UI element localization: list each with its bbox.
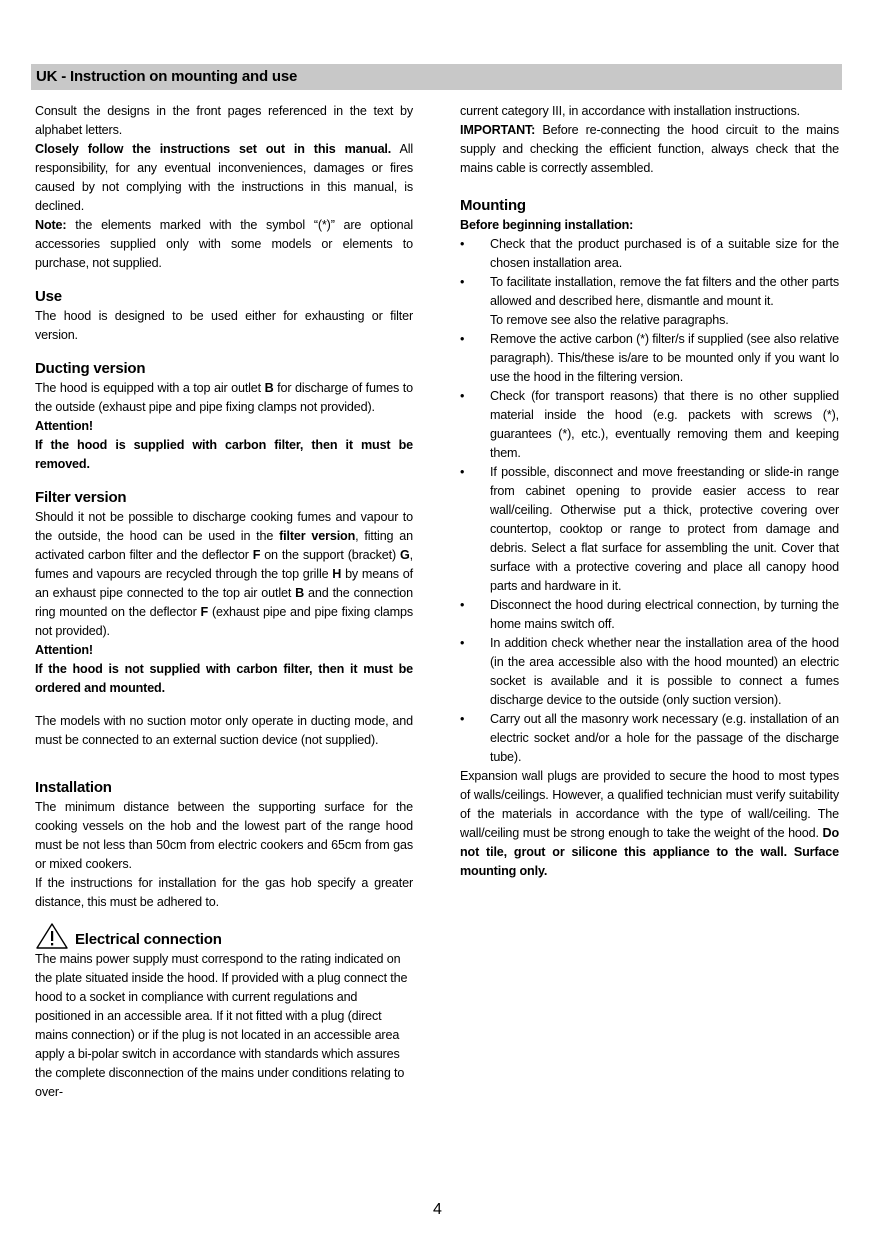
models-paragraph: The models with no suction motor only operate in ducting mode, and must be connected to an external suction device (not supplied). (35, 714, 413, 747)
attention-text: If the hood is supplied with carbon filter, then it must be removed. (35, 438, 413, 471)
list-item: • If possible, disconnect and move freestanding or slide-in range from cabinet opening to provide easier access to rear wall/ceiling. Otherwise put a thick, protective covering over countertop, cooktop or range to protect from damage and debris. Select a flat surface for assembling the unit. Cover that surface with a protective covering and place all canopy hood parts and hardware in it. (460, 465, 839, 593)
electrical-paragraph: The mains power supply must correspond to the rating indicated on the plate situated inside the hood. If provided with a plug connect the hood to a socket in compliance with current regulations and positioned in an accessible area. If it not fitted with a plug (direct mains connection) or if the plug is not located in an accessible area apply a bi-polar switch in accordance with standards which assures the complete disconnection of the mains under conditions relating to over- (35, 952, 408, 1099)
mounting-heading: Mounting (460, 197, 526, 214)
attention-text: If the hood is not supplied with carbon filter, then it must be ordered and mounted. (35, 662, 413, 695)
installation-heading: Installation (35, 779, 112, 796)
note-paragraph: Note: the elements marked with the symbol “(*)” are optional accessories supplied only with some models or elements to purchase, not supplied. (35, 218, 413, 270)
list-item: • Remove the active carbon (*) filter/s if supplied (see also relative paragraph). This/these is/are to be mounted only if you want lo use the hood in the filtering version. (460, 332, 839, 384)
warning-icon (35, 922, 69, 950)
electrical-heading-row (35, 920, 413, 950)
page-number: 4 (433, 1201, 442, 1218)
filter-paragraph: Should it not be possible to discharge cooking fumes and vapour to the outside, the hood can be used in the filter version, fitting an activated carbon filter and the deflector F on the support (bracket) G, fumes and vapours are recycled through the top grille H by means of an exhaust pipe connected to the top air outlet B and the connection ring mounted on the deflector F (exhaust pipe and pipe fixing clamps not provided). (35, 510, 413, 638)
intro-paragraph: Consult the designs in the front pages referenced in the text by alphabet letters. (35, 104, 413, 137)
filter-heading: Filter version (35, 489, 127, 506)
ducting-heading: Ducting version (35, 360, 146, 377)
electrical-heading: Electrical connection (75, 931, 222, 948)
ducting-paragraph: The hood is equipped with a top air outlet B for discharge of fumes to the outside (exhaust pipe and pipe fixing clamps not provided). (35, 381, 413, 414)
important-paragraph: IMPORTANT: Before re-connecting the hood circuit to the mains supply and checking the efficient function, always check that the mains cable is correctly assembled. (460, 123, 839, 175)
before-installation-subheading: Before beginning installation: (460, 218, 634, 232)
use-heading: Use (35, 288, 62, 305)
attention-label: Attention! (35, 419, 93, 433)
list-item: • To facilitate installation, remove the fat filters and the other parts allowed and described here, dismantle and mount it. To remove see also the relative paragraphs. (460, 275, 839, 327)
use-paragraph: The hood is designed to be used either for exhausting or filter version. (35, 309, 413, 342)
attention-label: Attention! (35, 643, 93, 657)
responsibility-paragraph: Closely follow the instructions set out in this manual. All responsibility, for any eventual inconveniences, damages or fires caused by not complying with the instructions in this manual, is declined. (35, 142, 414, 213)
installation-paragraph: The minimum distance between the supporting surface for the cooking vessels on the hob and the lowest part of the range hood must be not less than 50cm from electric cookers and 65cm from gas or mixed cookers. (35, 800, 413, 871)
expansion-paragraph: Expansion wall plugs are provided to secure the hood to most types of walls/ceilings. However, a qualified technician must verify suitability of the materials in accordance with the type of wall/ceiling. The wall/ceiling must be strong enough to take the weight of the hood. Do not tile, grout or silicone this appliance to the wall. Surface mounting only. (460, 769, 839, 878)
section-title: UK - Instruction on mounting and use (36, 68, 298, 85)
section-header (31, 64, 842, 90)
continuation-paragraph: current category III, in accordance with installation instructions. (460, 104, 800, 118)
installation-paragraph: If the instructions for installation for the gas hob specify a greater distance, this must be adhered to. (35, 876, 413, 909)
list-item: • Carry out all the masonry work necessary (e.g. installation of an electric socket and/or a hole for the passage of the discharge tube). (460, 712, 839, 764)
right-column (460, 102, 839, 881)
list-item: • Check that the product purchased is of a suitable size for the chosen installation area. (460, 237, 839, 270)
list-item: • Check (for transport reasons) that there is no other supplied material inside the hood (e.g. packets with screws (*), guarantees (*), etc.), eventually removing them and keeping them. (460, 389, 839, 460)
left-column (35, 102, 413, 1102)
list-item: • Disconnect the hood during electrical connection, by turning the home mains switch off. (460, 598, 839, 631)
installation-checklist (460, 235, 839, 767)
list-item: • In addition check whether near the installation area of the hood (in the area accessible also with the hood mounted) an electric socket is available and it is possible to connect a fumes discharge device to the outside (only suction version). (460, 636, 839, 707)
